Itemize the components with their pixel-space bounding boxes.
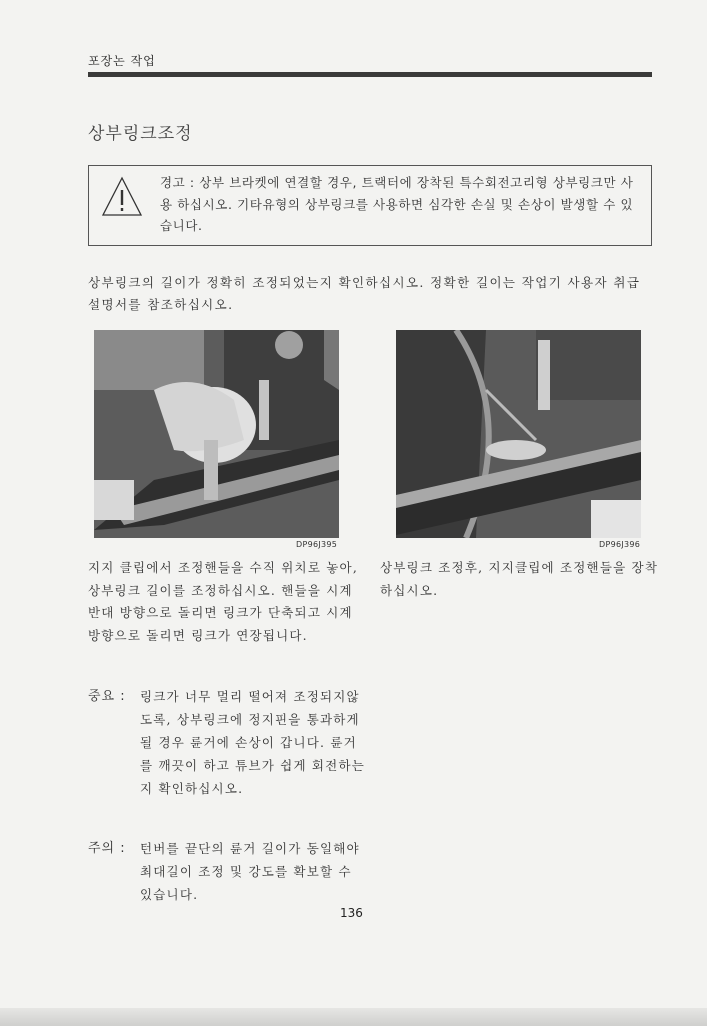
warning-text: 경고 : 상부 브라켓에 연결할 경우, 트랙터에 장착된 특수회전고리형 상부링크만 사용 하십시오. 기타유형의 상부링크를 사용하면 심각한 손실 및 손상이 발생할 수 있습니다. [160, 175, 634, 233]
scan-edge [0, 1008, 707, 1026]
photo-handle-mounted [396, 330, 641, 538]
warning-triangle-icon [100, 175, 144, 223]
section-header: 포장논 작업 [88, 54, 156, 68]
caption-right: 상부링크 조정후, 지지클립에 조정핸들을 장착하십시오. [380, 560, 659, 598]
figure-code: DP96J395 [296, 540, 338, 549]
header-rule [88, 72, 652, 77]
note-text-important: 링크가 너무 멀리 떨어져 조정되지않도록, 상부링크에 정지핀을 통과하게 될 경우 륜거에 손상이 갑니다. 륜거를 깨끗이 하고 튜브가 쉽게 회전하는지 확인하십시오. [140, 689, 365, 796]
note-label-important: 중요 : [88, 689, 126, 704]
note-text-caution: 턴버를 끝단의 륜거 길이가 동일해야 최대길이 조정 및 강도를 확보할 수 있습니다. [140, 841, 360, 902]
note-label-caution: 주의 : [88, 841, 126, 856]
intro-paragraph: 상부링크의 길이가 정확히 조정되었는지 확인하십시오. 정확한 길이는 작업기 사용자 취급 설명서를 참조하십시오. [88, 275, 641, 312]
page-number: 136 [340, 906, 363, 920]
page-title: 상부링크조정 [88, 124, 193, 144]
photo-adjust-handle [94, 330, 339, 538]
caption-left: 지지 클립에서 조정핸들을 수직 위치로 놓아, 상부링크 길이를 조정하십시오. 핸들을 시계 반대 방향으로 돌리면 링크가 단축되고 시계 방향으로 돌리면 링크가 연장됩니다. [88, 560, 358, 643]
figure-code: DP96J396 [599, 540, 641, 549]
